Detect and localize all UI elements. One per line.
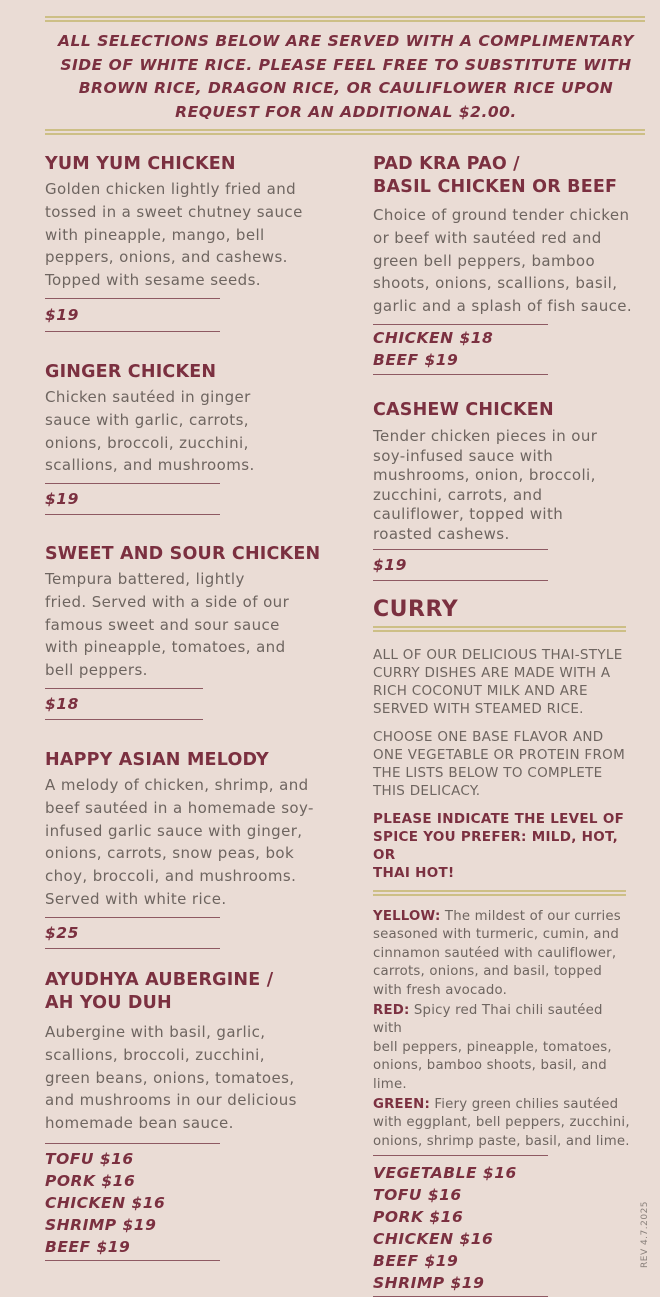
menu-item-happy-asian-melody: [45, 749, 345, 949]
price-list: [373, 327, 643, 371]
desc-line: Tempura battered, lightly: [45, 570, 245, 588]
item-price: $19: [373, 556, 407, 574]
desc-line: scallions, and mushrooms.: [45, 456, 255, 475]
desc-line: Served with white rice.: [45, 889, 227, 908]
desc-line: scallions, broccoli, zucchini,: [45, 1045, 265, 1064]
price-rule: [45, 719, 203, 720]
rice-notice: [46, 30, 646, 124]
desc-line: onions, carrots, snow peas, bok: [45, 844, 295, 863]
flavor-label: YELLOW:: [373, 909, 441, 924]
price-beef: BEEF $19: [45, 1237, 131, 1256]
price-vegetable: VEGETABLE $16: [373, 1164, 517, 1183]
intro-line: RICH COCONUT MILK AND ARE: [373, 683, 588, 699]
price-rule: [373, 374, 548, 375]
price-tofu: TOFU $16: [373, 1186, 462, 1205]
top-rule: [45, 16, 645, 22]
desc-line: with pineapple, mango, bell: [45, 225, 265, 244]
desc-line: infused garlic sauce with ginger,: [45, 821, 303, 840]
desc-line: choy, broccoli, and mushrooms.: [45, 867, 297, 886]
flavor-line: Fiery green chilies sautéed: [429, 1097, 619, 1113]
desc-line: with pineapple, tomatoes, and: [45, 638, 286, 657]
desc-line: beef sautéed in a homemade soy-: [45, 798, 314, 817]
curry-instructions: [373, 728, 633, 800]
desc-line: cauliflower, topped with: [373, 505, 564, 523]
price-rule: [45, 483, 220, 484]
intro-line: ONE VEGETABLE OR PROTEIN FROM: [373, 747, 626, 763]
flavor-line: carrots, onions, and basil, topped: [373, 964, 603, 980]
curry-title-rule: [373, 626, 626, 632]
price-chicken: CHICKEN $16: [45, 1193, 166, 1212]
item-name-line: AH YOU DUH: [45, 993, 172, 1013]
item-price: $19: [45, 490, 79, 509]
flavor-green: [373, 1096, 633, 1151]
menu-item-ginger-chicken: [45, 361, 345, 515]
price-rule: [45, 331, 220, 332]
item-name-line: BASIL CHICKEN OR BEEF: [373, 177, 618, 197]
flavor-line: bell peppers, pineapple, tomatoes,: [373, 1039, 612, 1055]
desc-line: Choice of ground tender chicken: [373, 206, 630, 224]
price-rule: [45, 514, 220, 515]
notice-line: REQUEST FOR AN ADDITIONAL $2.00.: [175, 102, 517, 121]
desc-line: green beans, onions, tomatoes,: [45, 1068, 295, 1087]
desc-line: and mushrooms in our delicious: [45, 1091, 297, 1110]
flavor-line: cinnamon sautéed with cauliflower,: [373, 945, 617, 961]
price-rule: [373, 324, 548, 325]
price-beef: BEEF $19: [373, 1252, 459, 1271]
item-name-line: PAD KRA PAO /: [373, 154, 520, 174]
desc-line: A melody of chicken, shrimp, and: [45, 776, 309, 794]
spice-line: PLEASE INDICATE THE LEVEL OF: [373, 811, 625, 827]
price-chicken: CHICKEN $18: [373, 328, 494, 347]
desc-line: roasted cashews.: [373, 524, 510, 543]
intro-line: SERVED WITH STEAMED RICE.: [373, 701, 584, 717]
notice-line: SIDE OF WHITE RICE. PLEASE FEEL FREE TO SUBSTITUTE WITH: [60, 55, 632, 74]
item-name: CASHEW CHICKEN: [373, 400, 554, 420]
desc-line: Topped with sesame seeds.: [45, 271, 261, 290]
desc-line: famous sweet and sour sauce: [45, 615, 280, 634]
notice-line: BROWN RICE, DRAGON RICE, OR CAULIFLOWER RICE UPON: [78, 79, 614, 97]
desc-line: Tender chicken pieces in our: [373, 427, 598, 445]
price-chicken: CHICKEN $16: [373, 1230, 494, 1249]
flavor-line: seasoned with turmeric, cumin, and: [373, 927, 620, 943]
item-price: $18: [45, 694, 79, 713]
item-description: [373, 204, 643, 318]
intro-line: THIS DELICACY.: [373, 783, 481, 799]
desc-line: peppers, onions, and cashews.: [45, 248, 288, 267]
price-rule: [45, 688, 203, 689]
price-tofu: TOFU $16: [45, 1149, 134, 1168]
item-price: $19: [45, 305, 79, 324]
price-rule: [45, 917, 220, 918]
menu-item-ayudhya-aubergine: [45, 969, 345, 1261]
price-beef: BEEF $19: [373, 350, 459, 369]
spice-note: [373, 810, 633, 882]
flavor-line: lime.: [373, 1076, 407, 1092]
curry-section: [373, 597, 633, 1297]
notice-line: ALL SELECTIONS BELOW ARE SERVED WITH A COMPLIMENTARY: [58, 32, 634, 50]
price-rule: [373, 1155, 548, 1156]
flavor-label: RED:: [373, 1003, 410, 1019]
desc-line: Golden chicken lightly fried and: [45, 180, 297, 198]
menu-item-sweet-and-sour-chicken: [45, 543, 345, 720]
flavor-red: [373, 1002, 633, 1094]
desc-line: bell peppers.: [45, 661, 148, 680]
desc-line: tossed in a sweet chutney sauce: [45, 202, 303, 221]
intro-line: CHOOSE ONE BASE FLAVOR AND: [373, 729, 604, 745]
desc-line: Chicken sautéed in ginger: [45, 388, 251, 406]
price-rule: [373, 580, 548, 581]
flavor-line: with eggplant, bell peppers, zucchini,: [373, 1115, 630, 1131]
flavor-line: onions, bamboo shoots, basil, and: [373, 1058, 607, 1074]
item-name: YUM YUM CHICKEN: [45, 154, 236, 174]
item-description: [373, 427, 643, 544]
flavor-line: onions, shrimp paste, basil, and lime.: [373, 1133, 630, 1149]
price-shrimp: SHRIMP $19: [45, 1215, 157, 1234]
revision-note: REV 4.7.2025: [640, 1200, 650, 1268]
price-shrimp: SHRIMP $19: [373, 1274, 485, 1293]
menu-item-yum-yum-chicken: [45, 153, 345, 332]
menu-item-cashew-chicken: [373, 399, 643, 581]
flavor-label: GREEN:: [373, 1097, 430, 1113]
desc-line: green bell peppers, bamboo: [373, 251, 596, 270]
intro-line: ALL OF OUR DELICIOUS THAI-STYLE: [373, 647, 623, 663]
desc-line: or beef with sautéed red and: [373, 228, 602, 247]
desc-line: zucchini, carrots, and: [373, 485, 543, 504]
item-name: GINGER CHICKEN: [45, 362, 217, 382]
price-list: [45, 1148, 345, 1258]
item-description: [45, 386, 345, 477]
desc-line: homemade bean sauce.: [45, 1114, 234, 1133]
item-name: SWEET AND SOUR CHICKEN: [45, 544, 321, 564]
price-rule: [45, 298, 220, 299]
desc-line: Aubergine with basil, garlic,: [45, 1023, 266, 1041]
spice-line: THAI HOT!: [373, 865, 455, 881]
curry-price-list: [373, 1162, 633, 1294]
desc-line: sauce with garlic, carrots,: [45, 410, 249, 429]
price-rule: [45, 1260, 220, 1261]
price-pork: PORK $16: [373, 1208, 464, 1227]
menu-item-pad-kra-pao: [373, 153, 643, 375]
price-rule: [373, 549, 548, 550]
desc-line: onions, broccoli, zucchini,: [45, 433, 249, 452]
curry-intro: [373, 646, 633, 718]
notice-bottom-rule: [45, 129, 645, 135]
flavor-line: with fresh avocado.: [373, 982, 508, 998]
price-rule: [45, 1143, 220, 1144]
flavor-line: Spicy red Thai chili sautéed with: [373, 1003, 603, 1037]
item-name-line: AYUDHYA AUBERGINE /: [45, 970, 274, 990]
flavor-line: The mildest of our curries: [440, 909, 621, 924]
item-description: [45, 1021, 345, 1135]
item-description: [45, 774, 345, 911]
price-rule: [45, 948, 220, 949]
flavor-yellow: [373, 908, 633, 1000]
desc-line: soy-infused sauce with: [373, 446, 554, 465]
item-description: [45, 568, 345, 682]
intro-line: CURRY DISHES ARE MADE WITH A: [373, 665, 611, 681]
desc-line: garlic and a splash of fish sauce.: [373, 297, 633, 316]
item-description: [45, 178, 345, 292]
section-title: CURRY: [373, 597, 459, 622]
spice-line: SPICE YOU PREFER: MILD, HOT, OR: [373, 829, 619, 863]
price-pork: PORK $16: [45, 1171, 136, 1190]
item-name: HAPPY ASIAN MELODY: [45, 750, 269, 770]
intro-line: THE LISTS BELOW TO COMPLETE: [373, 765, 603, 781]
desc-line: mushrooms, onion, broccoli,: [373, 466, 596, 484]
desc-line: shoots, onions, scallions, basil,: [373, 274, 618, 293]
item-price: $25: [45, 923, 79, 942]
desc-line: fried. Served with a side of our: [45, 592, 290, 611]
curry-flavor-rule: [373, 890, 626, 896]
